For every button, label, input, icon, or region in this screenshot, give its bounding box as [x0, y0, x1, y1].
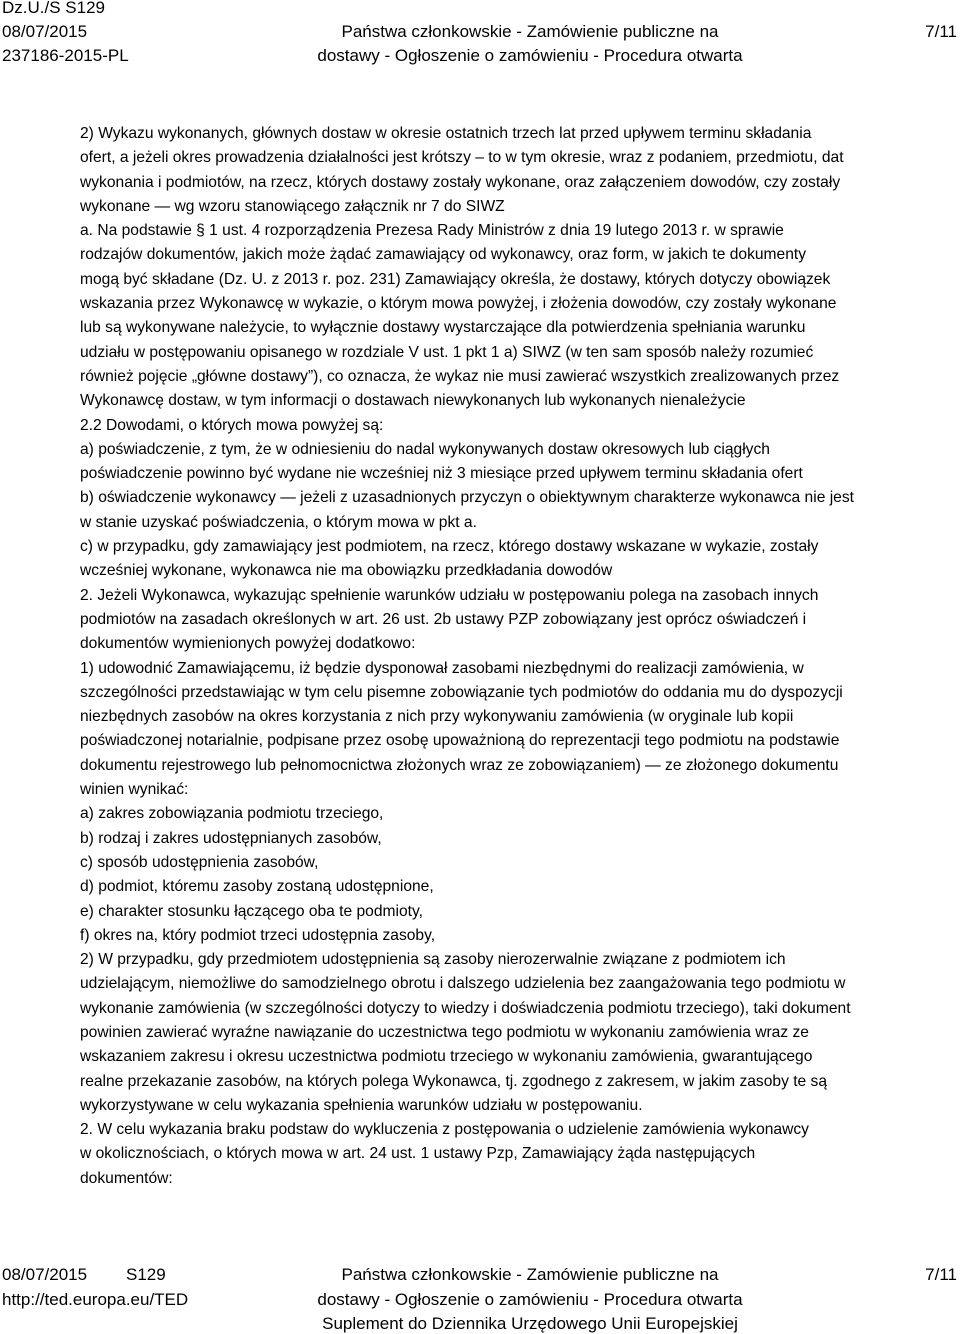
- header-title-line1: Państwa członkowskie - Zamówienie publiczne na: [341, 22, 719, 41]
- body-line: wskazaniem zakresu i okresu uczestnictwa podmiotu trzeciego w wykonaniu zamówienia, gwarantującego: [80, 1048, 813, 1066]
- body-line: 2) Wykazu wykonanych, głównych dostaw w okresie ostatnich trzech lat przed upływem terminu składania: [80, 125, 812, 142]
- body-line: udzielającym, niemożliwe do samodzielnego obrotu i dalszego udzielenia bez zaangażowania tego podmiotu w: [80, 975, 846, 993]
- body-line: c) w przypadku, gdy zamawiający jest podmiotem, na rzecz, którego dostawy wskazane w wykazie, zostały: [80, 538, 819, 556]
- body-line: c) sposób udostępnienia zasobów,: [80, 853, 319, 871]
- body-line: wykonane — wg wzoru stanowiącego załącznik nr 7 do SIWZ: [80, 197, 505, 215]
- body-line: 2. W celu wykazania braku podstaw do wykluczenia z postępowania o udzielenie zamówienia wykonawcy: [80, 1121, 809, 1139]
- footer-supplement: Suplement do Dziennika Urzędowego Unii Europejskiej: [322, 1314, 738, 1333]
- body-line: lub są wykonywane należycie, to wyłącznie dostawy wystarczające dla potwierdzenia spełniania warunku: [80, 319, 806, 337]
- body-line: b) oświadczenie wykonawcy — jeżeli z uzasadnionych przyczyn o obiektywnym charakterze wykonawca nie jest: [80, 489, 854, 507]
- body-line: podmiotów na zasadach określonych w art. 26 ust. 2b ustawy PZP zobowiązany jest oprócz oświadczeń i: [80, 610, 807, 628]
- body-line: 1) udowodnić Zamawiającemu, iż będzie dysponował zasobami niezbędnymi do realizacji zamówienia, w: [80, 659, 804, 677]
- body-line: dokumentu rejestrowego lub pełnomocnictwa złożonych wraz ze zobowiązaniem) — ze złożonego dokumentu: [80, 756, 839, 774]
- header-title-line2: dostawy - Ogłoszenie o zamówieniu - Procedura otwarta: [317, 46, 743, 65]
- header-doc-id: Dz.U./S S129: [2, 0, 105, 17]
- body-line: a. Na podstawie § 1 ust. 4 rozporządzenia Prezesa Rady Ministrów z dnia 19 lutego 2013 r. w sprawie: [80, 222, 784, 240]
- header-page-number: 7/11: [925, 22, 957, 41]
- body-line: dokumentów:: [80, 1169, 173, 1187]
- footer-title-line1: Państwa członkowskie - Zamówienie publiczne na: [341, 1265, 719, 1284]
- body-line: poświadczonej notarialnie, podpisane przez osobę upoważnioną do reprezentacji tego podmiotu na podstawie: [80, 732, 840, 750]
- header-notice-number: 237186-2015-PL: [2, 46, 129, 65]
- footer-date: 08/07/2015: [2, 1265, 88, 1284]
- header-date: 08/07/2015: [2, 22, 88, 41]
- body-line: powinien zawierać wyraźne nawiązanie do uczestnictwa tego podmiotu w wykonaniu zamówienia wraz ze: [80, 1023, 809, 1041]
- footer-issue: S129: [126, 1265, 166, 1284]
- body-line: wykorzystywane w celu wykazania spełnienia warunków udziału w postępowaniu.: [80, 1096, 643, 1114]
- body-line: Wykonawcę dostaw, w tym informacji o dostawach niewykonanych lub wykonanych nienależycie: [80, 392, 746, 410]
- body-line: wcześniej wykonane, wykonawca nie ma obowiązku przedkładania dowodów: [80, 562, 613, 580]
- body-line: w stanie uzyskać poświadczenia, o którym mowa w pkt a.: [80, 513, 477, 531]
- body-line: wskazania przez Wykonawcę w wykazie, o którym mowa powyżej, i złożenia dowodów, czy zostały wykonane: [80, 295, 837, 313]
- body-line: rodzajów dokumentów, jakich może żądać zamawiający od wykonawcy, oraz form, w jakich te dokumenty: [80, 246, 806, 264]
- body-line: a) poświadczenie, z tym, że w odniesieniu do nadal wykonywanych dostaw okresowych lub ciągłych: [80, 440, 770, 458]
- body-line: niezbędnych zasobów na okres korzystania z nich przy wykonywaniu zamówienia (w oryginale lub kopii: [80, 708, 794, 726]
- footer-title-line2: dostawy - Ogłoszenie o zamówieniu - Procedura otwarta: [317, 1290, 743, 1309]
- body-line: wykonania i podmiotów, na rzecz, których dostawy zostały wykonane, oraz załączeniem dowodów, czy zostały: [80, 173, 841, 191]
- body-line: mogą być składane (Dz. U. z 2013 r. poz. 231) Zamawiający określa, że dostawy, których dotyczy obowiązek: [80, 270, 831, 288]
- body-line: szczególności przedstawiając w tym celu pisemne zobowiązanie tych podmiotów do oddania mu do dyspozycji: [80, 683, 843, 701]
- body-line: wykonanie zamówienia (w szczególności dotyczy to wiedzy i doświadczenia podmiotu trzeciego), taki dokument: [80, 999, 851, 1017]
- body-line: w okolicznościach, o których mowa w art. 24 ust. 1 ustawy Pzp, Zamawiający żąda następujących: [80, 1145, 756, 1163]
- body-line: również pojęcie „główne dostawy”), co oznacza, że wykaz nie musi zawierać wszystkich zrealizowanych przez: [80, 367, 840, 385]
- body-line: b) rodzaj i zakres udostępnianych zasobów,: [80, 829, 382, 847]
- document-body: [80, 122, 960, 1191]
- body-line: poświadczenie powinno być wydane nie wcześniej niż 3 miesiące przed upływem terminu składania ofert: [80, 465, 803, 483]
- body-line: dokumentów wymienionych powyżej dodatkowo:: [80, 635, 416, 653]
- body-line: 2. Jeżeli Wykonawca, wykazując spełnienie warunków udziału w postępowaniu polega na zasobach innych: [80, 586, 819, 604]
- body-line: f) okres na, który podmiot trzeci udostępnia zasoby,: [80, 926, 436, 944]
- body-line: d) podmiot, któremu zasoby zostaną udostępnione,: [80, 878, 434, 896]
- body-line: ofert, a jeżeli okres prowadzenia działalności jest krótszy – to w tym okresie, wraz z podaniem, przedmiotu, dat: [80, 149, 844, 167]
- body-line: 2.2 Dowodami, o których mowa powyżej są:: [80, 416, 384, 434]
- body-line: e) charakter stosunku łączącego oba te podmioty,: [80, 902, 423, 920]
- footer-url[interactable]: http://ted.europa.eu/TED: [2, 1290, 189, 1309]
- body-line: 2) W przypadku, gdy przedmiotem udostępnienia są zasoby nierozerwalnie związane z podmiotem ich: [80, 951, 786, 969]
- body-line: udziału w postępowaniu opisanego w rozdziale V ust. 1 pkt 1 a) SIWZ (w ten sam sposób należy rozumieć: [80, 343, 814, 361]
- body-line: a) zakres zobowiązania podmiotu trzeciego,: [80, 805, 384, 823]
- body-line: realne przekazanie zasobów, na których polega Wykonawca, tj. zgodnego z zakresem, w jakim zasoby te są: [80, 1072, 828, 1090]
- footer-page-number: 7/11: [925, 1265, 957, 1284]
- body-line: winien wynikać:: [80, 781, 189, 799]
